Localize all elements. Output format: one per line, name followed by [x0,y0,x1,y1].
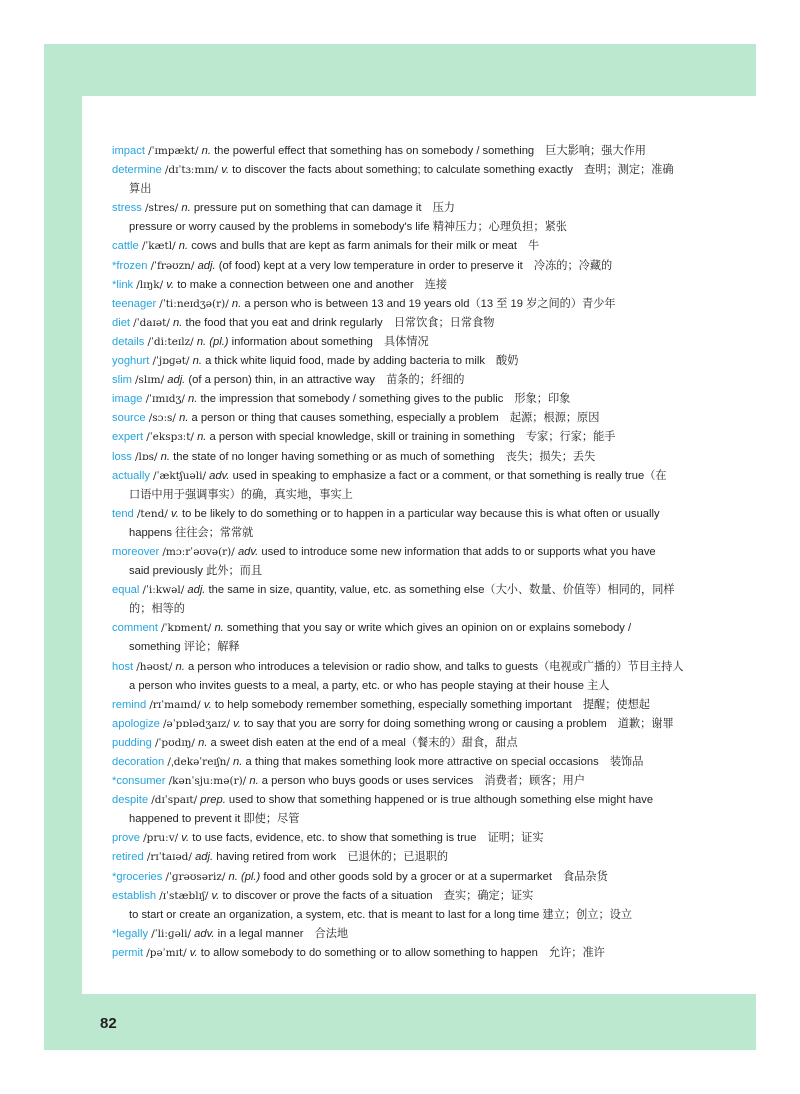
headword: establish [112,889,157,902]
phonetic: /ˌdekəˈreɪʃn/ [167,756,230,768]
part-of-speech: v. [203,698,212,711]
chinese-gloss: 压力 [432,202,455,215]
definition-continuation: a person who invites guests to a meal, a party, etc. or who has people staying at their house 主人 [129,679,610,692]
part-of-speech: v. [181,832,190,845]
definition: the powerful effect that something has on somebody / something [214,145,535,157]
vocab-entry [112,734,692,753]
definition: the state of no longer having something or as much of something [173,450,495,463]
phonetic: /ˈɪmɪdʒ/ [145,393,185,406]
headword: determine [112,164,162,177]
definition: used to introduce some new information that adds to or supports what you have [261,545,656,558]
vocab-entry [112,257,692,276]
part-of-speech: n. [173,316,183,329]
definition: used in speaking to emphasize a fact or a comment, or that something is really true（在 [232,469,667,482]
vocab-entry [112,772,692,791]
chinese-gloss: 装饰品 [609,756,644,768]
definition: a person who introduces a television or radio show, and talks to guests（电视或广播的）节目主持人 [188,660,684,673]
headword: *link [112,278,134,291]
phonetic: /slɪm/ [135,374,165,387]
definition: (of food) kept at a very low temperature in order to preserve it [218,259,523,272]
vocab-entry [112,199,692,218]
phonetic: /rɪˈmaɪnd/ [149,698,201,711]
definition-continuation: happened to prevent it 即使；尽管 [129,813,300,826]
definition-continuation: 口语中用于强调事实）的确，真实地，事实上 [129,488,353,501]
definition: a thick white liquid food, made by adding bacteria to milk [205,355,485,368]
vocab-entry [112,753,692,772]
page-number: 82 [100,1015,117,1032]
part-of-speech: n. [214,622,224,635]
part-of-speech: n. [181,202,191,215]
chinese-gloss: 起源；根源；原因 [509,412,600,425]
part-of-speech: n. [249,775,259,788]
part-of-speech: n. [175,660,185,673]
part-of-speech: n. [233,756,243,768]
part-of-speech: v. [221,164,230,177]
part-of-speech: n. [192,355,202,368]
headword: despite [112,794,149,807]
definition: pressure put on something that can damage it [193,202,422,215]
part-of-speech: adj. [197,259,216,272]
definition: the impression that somebody / something gives to the public [200,393,504,406]
definition-continuation: to start or create an organization, a system, etc. that is meant to last for a long time 建立；创立；设立 [129,908,633,921]
vocab-entry [112,715,692,734]
vocab-entry [112,868,692,887]
part-of-speech: v. [189,946,198,959]
phonetic: /dɪˈtɜːmɪn/ [164,164,219,177]
phonetic: /ˈekspɜːt/ [146,431,194,444]
vocab-entry [112,619,692,638]
definition: a thing that makes something look more attractive on special occasions [245,756,599,768]
headword: image [112,393,143,406]
definition-continuation: said previously 此外；而且 [129,565,263,578]
vocab-entry [112,409,692,428]
vocab-entry [112,467,692,486]
definition: to use facts, evidence, etc. to show that something is true [192,832,477,845]
headword: cattle [112,240,139,253]
headword: *consumer [112,775,166,788]
vocab-entry [112,505,692,524]
part-of-speech: adj. [167,374,186,387]
headword: stress [112,202,142,215]
part-of-speech: adv. [194,927,215,940]
part-of-speech: n. [201,145,211,157]
part-of-speech: prep. [200,794,226,807]
definition: to discover or prove the facts of a situation [222,889,433,902]
headword: *legally [112,927,149,940]
headword: diet [112,316,131,329]
definition-continuation: 算出 [129,183,152,196]
headword: remind [112,698,147,711]
vocab-entry [112,696,692,715]
phonetic: /dɪˈspaɪt/ [151,794,198,807]
vocab-entry [112,581,692,600]
phonetic: /həʊst/ [136,660,173,673]
headword: pudding [112,736,152,749]
definition: cows and bulls that are kept as farm animals for their milk or meat [191,240,518,253]
chinese-gloss: 查明；测定；准确 [584,164,674,177]
definition: to allow somebody to do something or to allow something to happen [200,946,538,959]
part-of-speech: n. [179,412,189,425]
vocab-entry [112,237,692,256]
vocab-entry [112,848,692,867]
headword: retired [112,851,144,864]
chinese-gloss: 合法地 [314,927,349,940]
chinese-gloss: 证明；证实 [487,832,544,845]
chinese-gloss: 苗条的；纤细的 [386,374,465,387]
vocab-entry [112,142,692,161]
part-of-speech: v. [233,717,241,730]
definition: a sweet dish eaten at the end of a meal（餐末的）甜食，甜点 [210,736,518,749]
phonetic: /əˈpɒlədʒaɪz/ [163,717,231,730]
headword: teenager [112,297,157,310]
definition: food and other goods sold by a grocer or at a supermarket [263,870,552,883]
chinese-gloss: 形象；印象 [514,393,571,406]
headword: loss [112,450,132,463]
chinese-gloss: 日常饮食；日常食物 [393,316,495,329]
headword: expert [112,431,144,444]
part-of-speech: n. [178,240,189,253]
headword: equal [112,584,140,597]
vocab-entry [112,352,692,371]
phonetic: /ˈliːɡəli/ [151,927,192,940]
phonetic: /ˈjɒɡət/ [152,355,190,368]
headword: host [112,660,134,673]
part-of-speech: adv. [209,469,230,482]
headword: yoghurt [112,355,150,368]
chinese-gloss: 道歉；谢罪 [617,717,674,730]
phonetic: /ˈpʊdɪŋ/ [154,736,195,749]
vocab-entry [112,887,692,906]
definition: to say that you are sorry for doing something wrong or causing a problem [244,717,607,730]
definition: information about something [231,335,373,348]
part-of-speech: v. [166,278,175,291]
vocab-entry [112,658,692,677]
headword: impact [112,145,145,157]
headword: permit [112,946,144,959]
phonetic: /ɪˈstæblɪʃ/ [159,889,209,902]
headword: moreover [112,545,160,558]
part-of-speech: adv. [237,545,259,558]
vocab-entry [112,791,692,810]
part-of-speech: v. [211,889,220,902]
vocab-entry [112,448,692,467]
chinese-gloss: 消费者；顾客；用户 [484,775,586,788]
part-of-speech: n. (pl.) [228,870,261,883]
vocab-entry [112,829,692,848]
vocab-entry [112,390,692,409]
definition: a person or thing that causes something, especially a problem [191,412,499,425]
definition: (of a person) thin, in an attractive way [188,374,375,387]
part-of-speech: n. [197,431,207,444]
part-of-speech: n. [198,736,208,749]
phonetic: /ˈfrəʊzn/ [150,259,195,272]
definition: a person with special knowledge, skill or training in something [209,431,515,444]
headword: details [112,335,145,348]
headword: decoration [112,756,165,768]
vocabulary-list [112,142,692,963]
vocab-entry [112,543,692,562]
phonetic: /ˈæktʃuəli/ [153,469,207,482]
phonetic: /ˈkɒment/ [161,622,212,635]
part-of-speech: n. [188,393,198,406]
vocab-entry [112,276,692,295]
definition: the food that you eat and drink regularly [185,316,383,329]
chinese-gloss: 冷冻的；冷藏的 [533,259,613,272]
definition: to make a connection between one and another [177,278,414,291]
chinese-gloss: 连接 [424,278,448,291]
chinese-gloss: 丧失；损失；丢失 [505,450,596,463]
definition: to help somebody remember something, especially something important [214,698,572,711]
vocab-entry [112,925,692,944]
phonetic: /ˈdiːteɪlz/ [147,335,194,348]
chinese-gloss: 酸奶 [496,355,519,368]
headword: *frozen [112,259,148,272]
vocab-entry [112,371,692,390]
chinese-gloss: 巨大影响；强大作用 [545,145,646,157]
vocab-entry [112,161,692,180]
definition: a person who buys goods or uses services [261,775,474,788]
definition-continuation: 的；相等的 [129,603,185,616]
part-of-speech: n. [160,450,171,463]
phonetic: /tend/ [136,507,168,520]
chinese-gloss: 牛 [528,240,540,253]
chinese-gloss: 已退休的；已退职的 [347,851,449,864]
phonetic: /mɔːrˈəʊvə(r)/ [162,545,235,558]
part-of-speech: adj. [187,584,206,597]
definition: something that you say or write which gives an opinion on or explains somebody / [226,622,632,635]
headword: slim [112,374,132,387]
definition: used to show that something happened or is true although something else might have [228,794,654,807]
part-of-speech: n. (pl.) [196,335,229,348]
phonetic: /pruːv/ [143,832,179,845]
headword: apologize [112,717,160,730]
phonetic: /ˈiːkwəl/ [142,584,185,597]
definition: having retired from work [216,851,337,864]
chinese-gloss: 允许；准许 [548,946,605,959]
phonetic: /stres/ [144,202,179,215]
phonetic: /ˈkætl/ [141,240,176,253]
phonetic: /rɪˈtaɪəd/ [146,851,192,864]
definition-continuation: pressure or worry caused by the problems in somebody's life 精神压力；心理负担；紧张 [129,221,567,234]
part-of-speech: v. [171,507,179,520]
part-of-speech: adj. [195,851,214,864]
headword: tend [112,507,134,520]
headword: *groceries [112,870,163,883]
phonetic: /ˈtiːneɪdʒə(r)/ [159,297,229,310]
phonetic: /pəˈmɪt/ [146,946,187,959]
vocab-entry [112,333,692,352]
headword: source [112,412,146,425]
definition-continuation: happens 往往会；常常就 [129,526,254,539]
phonetic: /kənˈsjuːmə(r)/ [168,775,247,788]
chinese-gloss: 提醒；使想起 [582,698,650,711]
phonetic: /ˈɡrəʊsəriz/ [165,870,226,883]
vocab-entry [112,944,692,963]
vocab-entry [112,428,692,447]
definition: to discover the facts about something; to calculate something exactly [232,164,573,177]
phonetic: /sɔːs/ [148,412,176,425]
headword: actually [112,469,150,482]
phonetic: /lɒs/ [135,450,158,463]
vocab-entry [112,295,692,314]
headword: prove [112,832,140,845]
headword: comment [112,622,159,635]
phonetic: /lɪŋk/ [136,278,164,291]
definition-continuation: something 评论；解释 [129,641,240,654]
definition: in a legal manner [217,927,304,940]
phonetic: /ˈɪmpækt/ [148,145,199,157]
chinese-gloss: 食品杂货 [563,870,608,883]
vocab-entry [112,314,692,333]
chinese-gloss: 专家；行家；能手 [525,431,616,444]
part-of-speech: n. [231,297,242,310]
phonetic: /ˈdaɪət/ [133,316,170,329]
definition: a person who is between 13 and 19 years old（13 至 19 岁之间的）青少年 [244,297,616,310]
chinese-gloss: 查实；确定；证实 [443,889,534,902]
chinese-gloss: 具体情况 [383,335,429,348]
definition: the same in size, quantity, value, etc. as something else（大小、数量、价值等）相同的，同样 [208,584,675,597]
definition: to be likely to do something or to happen in a particular way because this is what often or usually [181,507,660,520]
